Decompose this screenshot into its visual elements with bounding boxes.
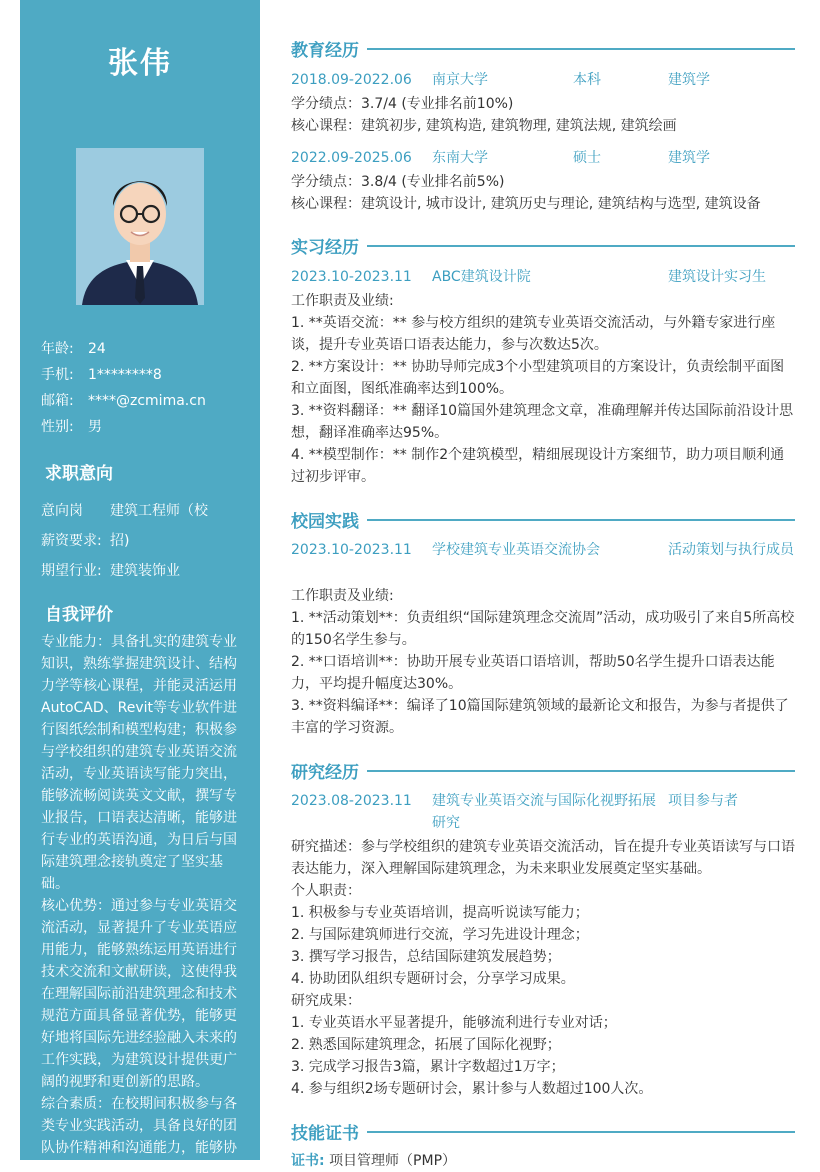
phone-value: 1********8	[88, 367, 162, 383]
research-result: 4. 参与组织2场专题研讨会，累计参与人数超过100人次。	[291, 1081, 653, 1097]
campus-section-title	[291, 507, 795, 532]
skills-section-title	[291, 1119, 795, 1144]
evaluation-heading: 自我评价	[45, 605, 113, 625]
candidate-name: 张伟	[108, 46, 172, 81]
section-title: 实习经历	[291, 238, 359, 258]
evaluation-paragraph: 核心优势：通过参与专业英语交流活动，显著提升了专业英语应用能力，能够熟练运用英语进行技术交流和文献研读，这使得我在理解国际前沿建筑理念和技术规范方面具备显著优势，能够更好地将国际先进经验融入未来的工作实践，为建筑设计提供更广阔的视野和更创新的思路。	[41, 898, 237, 1090]
campus-org: 学校建筑专业英语交流协会	[432, 542, 600, 558]
profile-photo	[76, 148, 204, 305]
campus-role: 活动策划与执行成员	[668, 542, 794, 558]
internship-intro: 工作职责及业绩:	[291, 293, 394, 309]
cert-value: 项目管理师（PMP）	[329, 1153, 457, 1169]
edu-school: 南京大学	[432, 72, 488, 88]
research-duty: 2. 与国际建筑师进行交流，学习先进设计理念；	[291, 927, 589, 943]
edu-courses: 核心课程：建筑设计, 城市设计, 建筑历史与理论, 建筑结构与选型, 建筑设备	[291, 196, 761, 212]
evaluation-paragraph: 专业能力：具备扎实的建筑专业知识，熟练掌握建筑设计、结构力学等核心课程，并能灵活运用AutoCAD、Revit等专业软件进行图纸绘制和模型构建；积极参与学校组织的建筑专业英语交流活动，专业英语读写能力突出，能够流畅阅读英文文献，撰写专业报告，口语表达清晰，能够进行专业的英语沟通，为日后与国际建筑理念接轨奠定了坚实基础。	[41, 634, 238, 892]
research-body	[291, 836, 795, 1100]
research-project: 建筑专业英语交流与国际化视野拓展研究	[432, 793, 656, 831]
research-period: 2023.08-2023.11	[291, 793, 412, 809]
section-rule	[367, 245, 795, 247]
edu-period: 2018.09-2022.06	[291, 72, 412, 88]
internship-body	[291, 290, 795, 488]
research-section-title	[291, 758, 795, 783]
edu-courses: 核心课程：建筑初步, 建筑构造, 建筑物理, 建筑法规, 建筑绘画	[291, 118, 677, 134]
research-duty-title: 个人职责：	[291, 883, 361, 899]
education-entry-body	[291, 171, 795, 215]
email-label: 邮箱:	[41, 393, 74, 409]
research-description: 研究描述：参与学校组织的建筑专业英语交流活动，旨在提升专业英语读写与口语表达能力，深入理解国际建筑理念，为未来职业发展奠定坚实基础。	[291, 839, 795, 877]
education-section-title	[291, 36, 795, 61]
section-rule	[367, 519, 795, 521]
campus-item: 3. **资料编译**：编译了10篇国际建筑领域的最新论文和报告，为参与者提供了丰富的学习资源。	[291, 698, 789, 736]
section-rule	[367, 1131, 795, 1133]
campus-item: 2. **口语培训**：协助开展专业英语口语培训，帮助50名学生提升口语表达能力，平均提升幅度达30%。	[291, 654, 775, 692]
internship-section-title	[291, 233, 795, 258]
internship-item: 2. **方案设计：** 协助导师完成3个小型建筑项目的方案设计，负责绘制平面图和立面图，图纸准确率达到100%。	[291, 359, 785, 397]
industry-value: 建筑装饰业	[110, 563, 180, 579]
internship-item: 1. **英语交流：** 参与校方组织的建筑专业英语交流活动，与外籍专家进行座谈，提升专业英语口语表达能力，参与次数达5次。	[291, 315, 776, 353]
research-result: 1. 专业英语水平显著提升，能够流利进行专业对话；	[291, 1015, 617, 1031]
campus-item: 1. **活动策划**：负责组织“国际建筑理念交流周”活动，成功吸引了来自5所高校的150名学生参与。	[291, 610, 795, 648]
section-title: 教育经历	[291, 41, 359, 61]
edu-degree: 硕士	[573, 150, 601, 166]
edu-period: 2022.09-2025.06	[291, 150, 412, 166]
position-value: 建筑工程师（校	[110, 503, 208, 519]
research-duty: 3. 撰写学习报告，总结国际建筑发展趋势；	[291, 949, 561, 965]
section-title: 技能证书	[291, 1124, 359, 1144]
internship-role: 建筑设计实习生	[668, 269, 766, 285]
salary-value: 招)	[110, 533, 130, 549]
research-result: 3. 完成学习报告3篇，累计字数超过1万字；	[291, 1059, 565, 1075]
personal-info	[41, 336, 206, 440]
research-duty: 4. 协助团队组织专题研讨会，分享学习成果。	[291, 971, 575, 987]
edu-major: 建筑学	[668, 72, 710, 88]
salary-label: 薪资要求:	[41, 533, 102, 549]
age-value: 24	[88, 341, 106, 357]
gender-label: 性别:	[41, 419, 74, 435]
research-duty: 1. 积极参与专业英语培训，提高听说读写能力；	[291, 905, 589, 921]
section-title: 校园实践	[291, 512, 359, 532]
phone-label: 手机:	[41, 367, 74, 383]
research-role: 项目参与者	[668, 793, 738, 809]
campus-body	[291, 585, 795, 739]
industry-label: 期望行业:	[41, 563, 102, 579]
edu-gpa: 学分绩点：3.7/4 (专业排名前10%)	[291, 96, 514, 112]
cert-label: 证书:	[291, 1153, 325, 1169]
internship-org: ABC建筑设计院	[432, 269, 531, 285]
campus-intro: 工作职责及业绩:	[291, 588, 394, 604]
evaluation-paragraph: 综合素质：在校期间积极参与各类专业实践活动，具备良好的团队协作精神和沟通能力，能够协	[41, 1096, 237, 1156]
section-rule	[367, 48, 795, 50]
job-intent	[41, 496, 241, 586]
section-title: 研究经历	[291, 763, 359, 783]
self-evaluation	[41, 631, 241, 1159]
research-result: 2. 熟悉国际建筑理念，拓展了国际化视野；	[291, 1037, 561, 1053]
intent-heading: 求职意向	[45, 464, 113, 484]
edu-gpa: 学分绩点：3.8/4 (专业排名前5%)	[291, 174, 505, 190]
gender-value: 男	[88, 419, 102, 435]
internship-period: 2023.10-2023.11	[291, 269, 412, 285]
research-result-title: 研究成果：	[291, 993, 361, 1009]
email-value: ****@zcmima.cn	[88, 393, 206, 409]
age-label: 年龄:	[41, 341, 74, 357]
campus-period: 2023.10-2023.11	[291, 542, 412, 558]
internship-item: 4. **模型制作：** 制作2个建筑模型，精细展现设计方案细节，助力项目顺利通过初步评审。	[291, 447, 785, 485]
edu-school: 东南大学	[432, 150, 488, 166]
edu-major: 建筑学	[668, 150, 710, 166]
sidebar	[20, 0, 260, 1160]
education-entry-body	[291, 93, 795, 137]
position-label: 意向岗	[41, 503, 83, 519]
internship-item: 3. **资料翻译：** 翻译10篇国外建筑理念文章，准确理解并传达国际前沿设计思想，翻译准确率达95%。	[291, 403, 794, 441]
edu-degree: 本科	[573, 72, 601, 88]
section-rule	[367, 770, 795, 772]
skills-body	[291, 1150, 795, 1172]
